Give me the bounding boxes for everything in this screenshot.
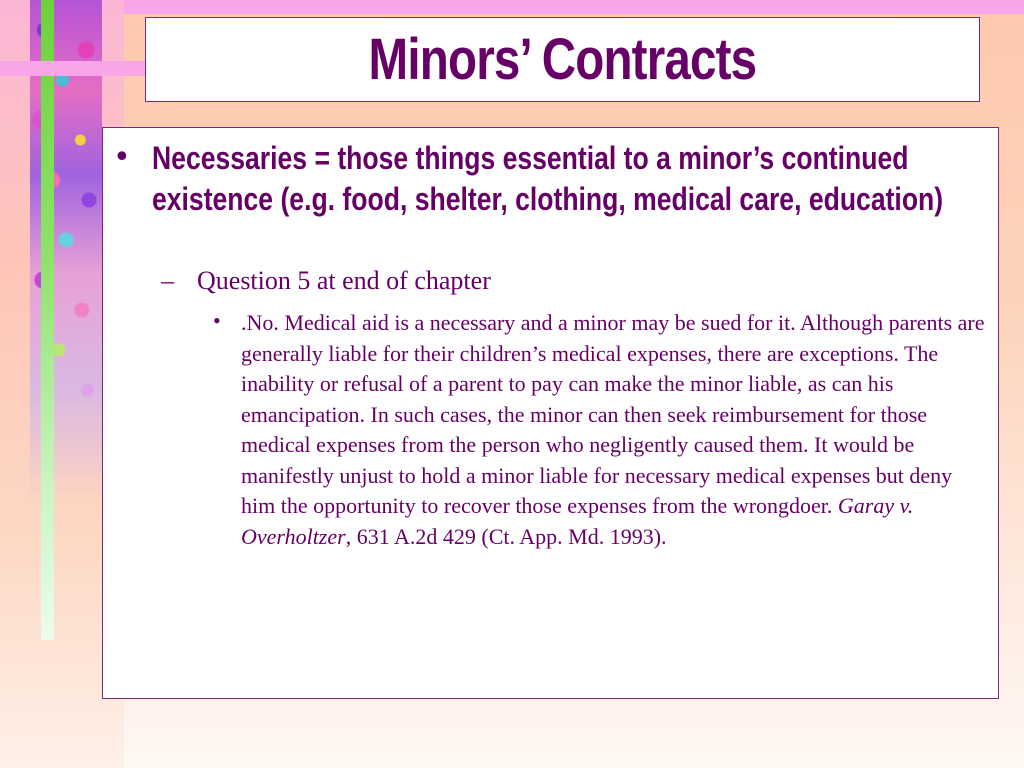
content-box [102,127,999,699]
bullet-text-answer [241,308,988,552]
title-box [145,17,980,102]
vertical-green-bar [41,0,54,640]
case-citation: , 631 A.2d 429 (Ct. App. Md. 1993). [345,523,667,549]
horizontal-pink-bar [0,61,146,76]
bullet-text-question: Question 5 at end of chapter [197,266,491,295]
case-name: Garay v. Overholtzer [241,493,914,549]
bullet-level-3 [213,308,988,552]
bullet-level-1 [113,138,993,220]
dash-symbol: – [161,266,174,295]
bullet-level-2 [161,266,491,296]
slide-title: Minors’ Contracts [368,27,757,92]
answer-text: .No. Medical aid is a necessary and a minor may be sued for it. Although parents are generally liable for their children’s medical expenses, there are exceptions. The inability or refusal of a parent to pay can make the minor liable, as can his emancipation. In such cases, the minor can then seek reimbursement for those medical expenses from the person who negligently caused them. It would be manifestly unjust to hold a minor liable for necessary medical expenses but deny him the opportunity to recover those expenses from the wrongdoer. [241,310,985,518]
top-pink-band [0,0,1024,14]
bullet-symbol: • [113,140,131,175]
bullet-symbol: • [213,308,221,333]
bullet-text-necessaries: Necessaries = those things essential to a minor’s continued existence (e.g. food, shelter, clothing, medical care, education) [152,140,944,217]
